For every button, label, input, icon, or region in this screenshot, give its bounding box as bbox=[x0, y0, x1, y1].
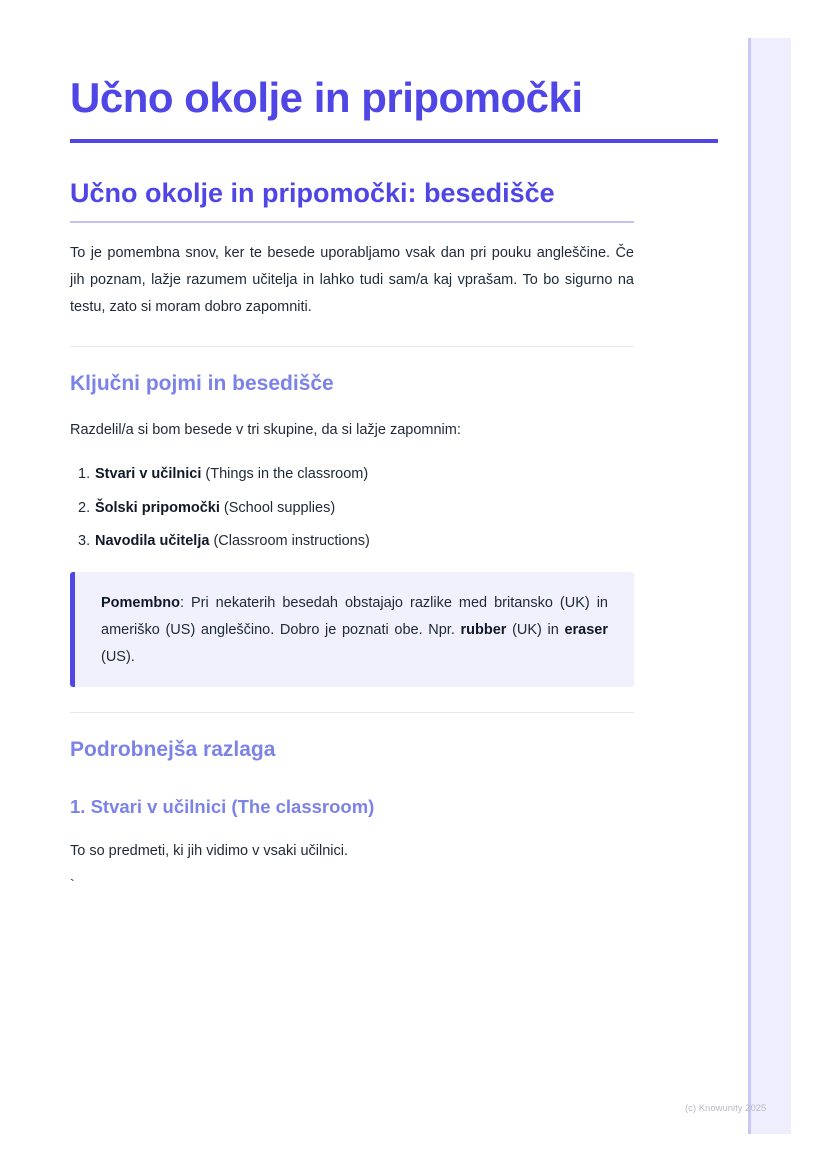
list-translation: (Things in the classroom) bbox=[201, 466, 369, 482]
title-rule bbox=[70, 139, 718, 143]
divider bbox=[70, 346, 634, 347]
callout-text-part: (US). bbox=[101, 649, 135, 665]
detail-heading: Podrobnejša razlaga bbox=[70, 738, 276, 761]
list-translation: (Classroom instructions) bbox=[209, 533, 370, 549]
key-terms-intro: Razdelil/a si bom besede v tri skupine, da si lažje zapomnim: bbox=[70, 422, 461, 438]
list-item bbox=[70, 492, 634, 526]
callout-text-part: (UK) in bbox=[506, 622, 565, 638]
divider bbox=[70, 712, 634, 713]
list-number: 1. bbox=[78, 466, 91, 482]
callout-label: Pomembno bbox=[101, 595, 180, 611]
callout-term-us: eraser bbox=[564, 622, 608, 638]
list-term: Navodila učitelja bbox=[95, 533, 210, 549]
key-terms-list bbox=[70, 458, 634, 559]
page-title: Učno okolje in pripomočki bbox=[70, 74, 583, 121]
list-number: 3. bbox=[78, 533, 91, 549]
section-title: Učno okolje in pripomočki: besedišče bbox=[70, 178, 555, 208]
key-terms-heading: Ključni pojmi in besedišče bbox=[70, 372, 334, 395]
important-callout bbox=[70, 572, 634, 687]
list-translation: (School supplies) bbox=[219, 499, 336, 516]
section-rule bbox=[70, 221, 634, 223]
list-term: Šolski pripomočki bbox=[95, 499, 220, 516]
list-number: 2. bbox=[78, 499, 91, 516]
intro-paragraph: To je pomembna snov, ker te besede uporabljamo vsak dan pri pouku angleščine. Če jih poznam, lažje razumem učitelja in lahko tudi sam/a kaj vprašam. To bo sigurno na testu, zato si moram dobro zapomniti. bbox=[70, 245, 634, 315]
callout-text bbox=[101, 590, 608, 671]
classroom-paragraph: To so predmeti, ki jih vidimo v vsaki učilnici. bbox=[70, 843, 349, 859]
callout-term-uk: rubber bbox=[460, 622, 507, 638]
stray-backtick: ` bbox=[70, 876, 75, 892]
sidebar-strip bbox=[748, 38, 791, 1134]
list-term: Stvari v učilnici bbox=[95, 466, 202, 482]
list-item bbox=[70, 458, 634, 492]
classroom-subheading: 1. Stvari v učilnici (The classroom) bbox=[70, 796, 375, 817]
list-item bbox=[70, 525, 634, 559]
copyright-footer: (c) Knowunity 2025 bbox=[685, 1103, 767, 1114]
callout-text-part: : Pri nekaterih besedah obstajajo razlike med britansko (UK) in ameriško (US) angleščino. Dobro je poznati obe. Npr. bbox=[101, 595, 608, 638]
